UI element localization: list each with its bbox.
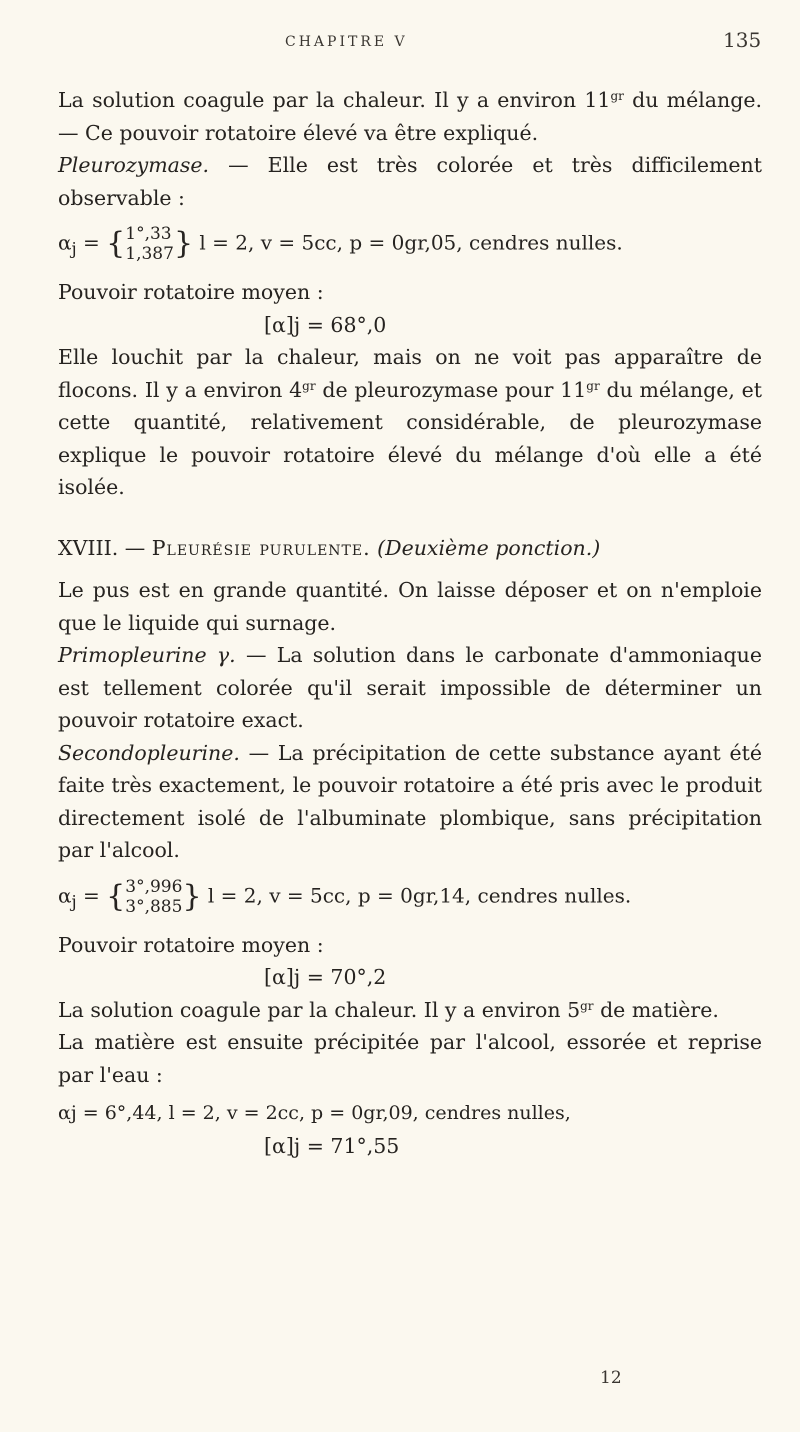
superscript: gr: [586, 378, 600, 393]
text: du mélange. — Ce pouvoir rotatoire élevé va être expliqué.: [58, 88, 762, 145]
formula-rest: l = 2, v = 5cc, p = 0gr,14, cendres nulles.: [207, 883, 632, 907]
superscript: gr: [580, 998, 594, 1013]
section-number: XVIII. —: [58, 535, 152, 560]
paragraph: Le pus est en grande quantité. On laisse déposer et on n'emploie que le liquide qui surnage.: [58, 578, 762, 635]
section-title: Pleurésie purulente.: [151, 535, 371, 560]
running-head: CHAPITRE V: [285, 34, 408, 50]
section-heading: [58, 532, 762, 565]
page-number: 135: [723, 28, 762, 52]
formula-line: αj = 6°,44, l = 2, v = 2cc, p = 0gr,09, cendres nulles,: [58, 1102, 571, 1124]
superscript: gr: [302, 378, 316, 393]
paragraph: La matière est ensuite précipitée par l'alcool, essorée et reprise par l'eau :: [58, 1030, 762, 1087]
reading-bottom: 3°,885: [125, 896, 183, 917]
text: de matière.: [593, 997, 719, 1022]
symbol: α: [58, 230, 72, 255]
text: Elle louchit par la chaleur, mais on ne voit pas apparaître de flocons. Il y a environ 4: [58, 345, 762, 402]
paragraph: Pouvoir rotatoire moyen :: [58, 280, 324, 304]
italic-term: Pleurozymase.: [58, 153, 210, 177]
reading-top: 1°,33: [125, 224, 172, 244]
reading-top: 3°,996: [125, 876, 183, 897]
text: — Elle est très colorée et très difficilement observable :: [58, 153, 762, 210]
signature-mark: 12: [600, 1368, 622, 1388]
paragraph: [58, 639, 762, 737]
symbol: α: [58, 883, 72, 907]
formula-1: $\alpha_j = \{1^\circ,33$ 1,387} l = 2, v = 5cc, p = 0gr,05, cendres nulles.: [58, 224, 623, 264]
formula-4: [α]j = 70°,2: [264, 965, 387, 989]
paragraph: [58, 737, 762, 867]
text: du mélange, et cette quantité, relativement considérable, de pleurozymase explique le pouvoir rotatoire élevé du mélange d'où elle a été isolée.: [58, 377, 762, 499]
italic-term: Primopleurine γ.: [58, 643, 236, 667]
reading-bottom: 1,387: [125, 244, 174, 264]
superscript: gr: [610, 89, 624, 103]
text: — La solution dans le carbonate d'ammoniaque est tellement colorée qu'il serait impossible de déterminer un pouvoir rotatoire exact.: [58, 643, 762, 732]
italic-term: Secondopleurine.: [58, 740, 240, 765]
paragraph: [58, 341, 762, 504]
page-header: [0, 28, 800, 62]
paragraph: [58, 149, 762, 214]
formula-2: [α]j = 68°,0: [264, 312, 387, 337]
text: de pleurozymase pour 11: [315, 377, 587, 402]
paragraph: [58, 84, 762, 149]
section-subtitle: (Deuxième ponction.): [370, 535, 601, 560]
body-text: [58, 84, 762, 1162]
text: La solution coagule par la chaleur. Il y a environ 5: [58, 997, 581, 1022]
subscript: j: [71, 892, 77, 911]
text: La solution coagule par la chaleur. Il y a environ 11: [58, 88, 611, 112]
paragraph: Pouvoir rotatoire moyen :: [58, 932, 324, 957]
text: — La précipitation de cette substance ayant été faite très exactement, le pouvoir rotatoire a été pris avec le produit directement isolé de l'albuminate plombique, sans précipitation par l'alcool.: [58, 740, 762, 862]
formula-5: [58, 1097, 762, 1162]
formula-3: $\alpha_j = \{3^\circ,996$ 3°,885} l = 2, v = 5cc, p = 0gr,14, cendres nulles.: [58, 876, 632, 917]
paragraph: [58, 994, 762, 1027]
subscript: j: [71, 239, 77, 259]
formula-line: [α]j = 71°,55: [264, 1133, 400, 1158]
formula-rest: l = 2, v = 5cc, p = 0gr,05, cendres nulles.: [199, 230, 623, 255]
